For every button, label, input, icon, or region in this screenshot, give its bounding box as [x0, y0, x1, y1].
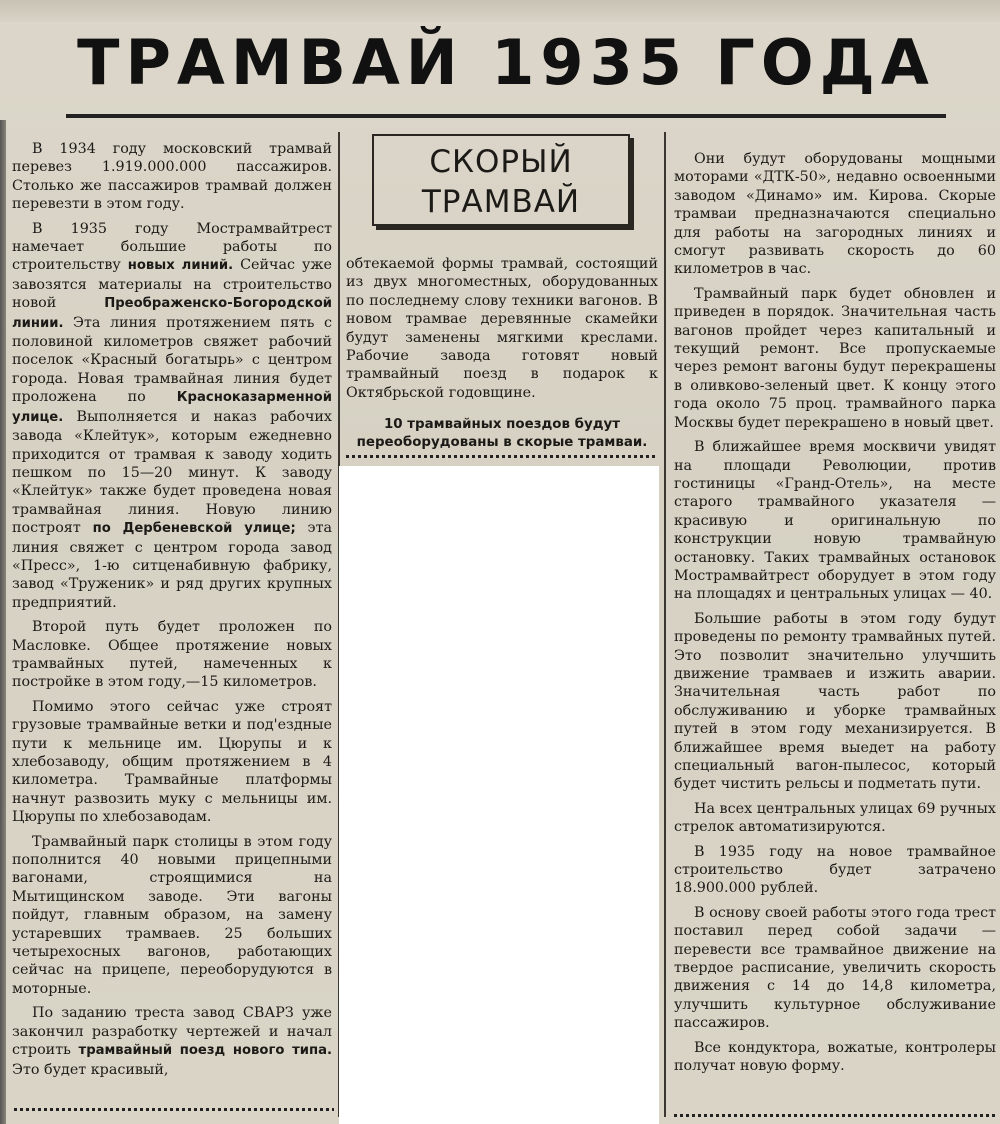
column-divider: [664, 132, 666, 1117]
headline-rule: [66, 114, 946, 118]
article-paragraph: Второй путь будет проложен по Масловке. Общее протяжение новых трамвайных путей, намеченных к постройке в этом году,—15 километров.: [12, 619, 332, 691]
article-paragraph: Помимо этого сейчас уже строят грузовые трамвайные ветки и под'ездные пути к мельнице им. Цюрупы и к хлебозаводу, общим протяжением в 4 километра. Трамвайные платформы начнут развозить муку с мельницы им. Цюрупы по хлебозаводам.: [12, 698, 332, 826]
middle-bold-text: 10 трамвайных поездов будут переоборудованы в скорые трамваи.: [356, 417, 648, 450]
left-column: [12, 140, 332, 1085]
article-paragraph: По заданию треста завод СВАРЗ уже закончил разработку чертежей и начал строить трамвайный поезд нового типа. Это будет красивый,: [12, 1005, 332, 1078]
section-title-box: [372, 134, 630, 226]
article-paragraph: На всех центральных улицах 69 ручных стрелок автоматизируются.: [674, 800, 996, 836]
article-paragraph: обтекаемой формы трамвай, состоящий из двух многоместных, оборудованных по последнему слову техники вагонов. В новом трамвае деревянные скамейки будут заменены мягкими креслами. Рабочие завода готовят новый трамвайный поезд в подарок к Октябрьской годовщине.: [346, 256, 658, 401]
top-edge: [0, 0, 1000, 22]
article-paragraph: Трамвайный парк будет обновлен и приведен в порядок. Значительная часть вагонов пройдет через капитальный и текущий ремонт. Все пропускаемые через ремонт вагоны будут перекрашены в оливково-зеленый цвет. К концу этого года около 75 проц. трамвайного парка Москвы будет перекрашено в новый цвет.: [674, 285, 996, 431]
middle-column: [346, 255, 658, 408]
article-paragraph: Трамвайный парк столицы в этом году пополнится 40 новыми прицепными вагонами, строящимися на Мытищинском заводе. Эти вагоны пойдут, главным образом, на замену устаревших трамваев. 25 больших четырехосных вагонов, работающих сейчас на прицепе, переоборудуются в моторные.: [12, 833, 332, 997]
section-title-line: СКОРЫЙ: [429, 144, 573, 180]
dotted-rule: [14, 1108, 334, 1111]
headline: ТРАМВАЙ 1935 ГОДА: [77, 26, 935, 99]
left-edge: [0, 120, 6, 1124]
dotted-rule: [674, 1114, 996, 1117]
dotted-rule: [346, 455, 658, 458]
article-paragraph: В ближайшее время москвичи увидят на площади Революции, против гостиницы «Гранд-Отель», на месте старого трамвайного указателя — красивую и оригинальную по конструкции новую трамвайную остановку. Таких трамвайных остановок Мострамвайтрест оборудует в этом году на площадях и центральных улицах — 40.: [674, 439, 996, 603]
article-paragraph: Большие работы в этом году будут проведены по ремонту трамвайных путей. Это позволит значительно улучшить движение трамваев и изжить аварии. Значительная часть работ по обслуживанию и уборке трамвайных путей в этом году механизируется. В ближайшее время выедет на работу специальный вагон-пылесос, который будет чистить рельсы и подметать пути.: [674, 610, 996, 793]
article-paragraph: Они будут оборудованы мощными моторами «ДТК-50», недавно освоенными заводом «Динамо» им. Кирова. Скорые трамваи предназначаются специально для работы на загородных линиях и смогут развивать скорость до 60 километров в час.: [674, 151, 996, 278]
article-paragraph: Все кондуктора, вожатые, контролеры получат новую форму.: [674, 1039, 996, 1075]
article-paragraph: В 1934 году московский трамвай перевез 1.919.000.000 пассажиров. Столько же пассажиров трамвай должен перевезти в этом году.: [12, 141, 332, 213]
article-paragraph: В основу своей работы этого года трест поставил перед собой задачи — перевести все трамвайное движение на твердое расписание, увеличить скорость движения с 14 до 14,8 километра, улучшить культурное обслуживание пассажиров.: [674, 904, 996, 1032]
article-paragraph: В 1935 году на новое трамвайное строительство будет затрачено 18.900.000 рублей.: [674, 843, 996, 897]
blank-area: [339, 466, 659, 1124]
article-paragraph: В 1935 году Мострамвайтрест намечает большие работы по строительству новых линий. Сейчас уже завозятся материалы на строительство новой Преображенско-Богородской линии. Эта линия протяжением пять с половиной километров свяжет рабочий поселок «Красный богатырь» с центром города. Новая трамвайная линия будет проложена по Красноказарменной улице. Выполняется и наказ рабочих завода «Клейтук», которым ежедневно приходится от трамвая к заводу ходить пешком по 15—20 минут. К заводу «Клейтук» также будет проведена новая трамвайная линия. Новую линию построят по Дербеневской улице; эта линия свяжет с центром города завод «Пресс», 1-ю ситценабивную фабрику, завод «Труженик» и ряд других крупных предприятий.: [12, 220, 332, 611]
right-column: [674, 150, 996, 1082]
section-title-line: ТРАМВАЙ: [421, 184, 581, 220]
